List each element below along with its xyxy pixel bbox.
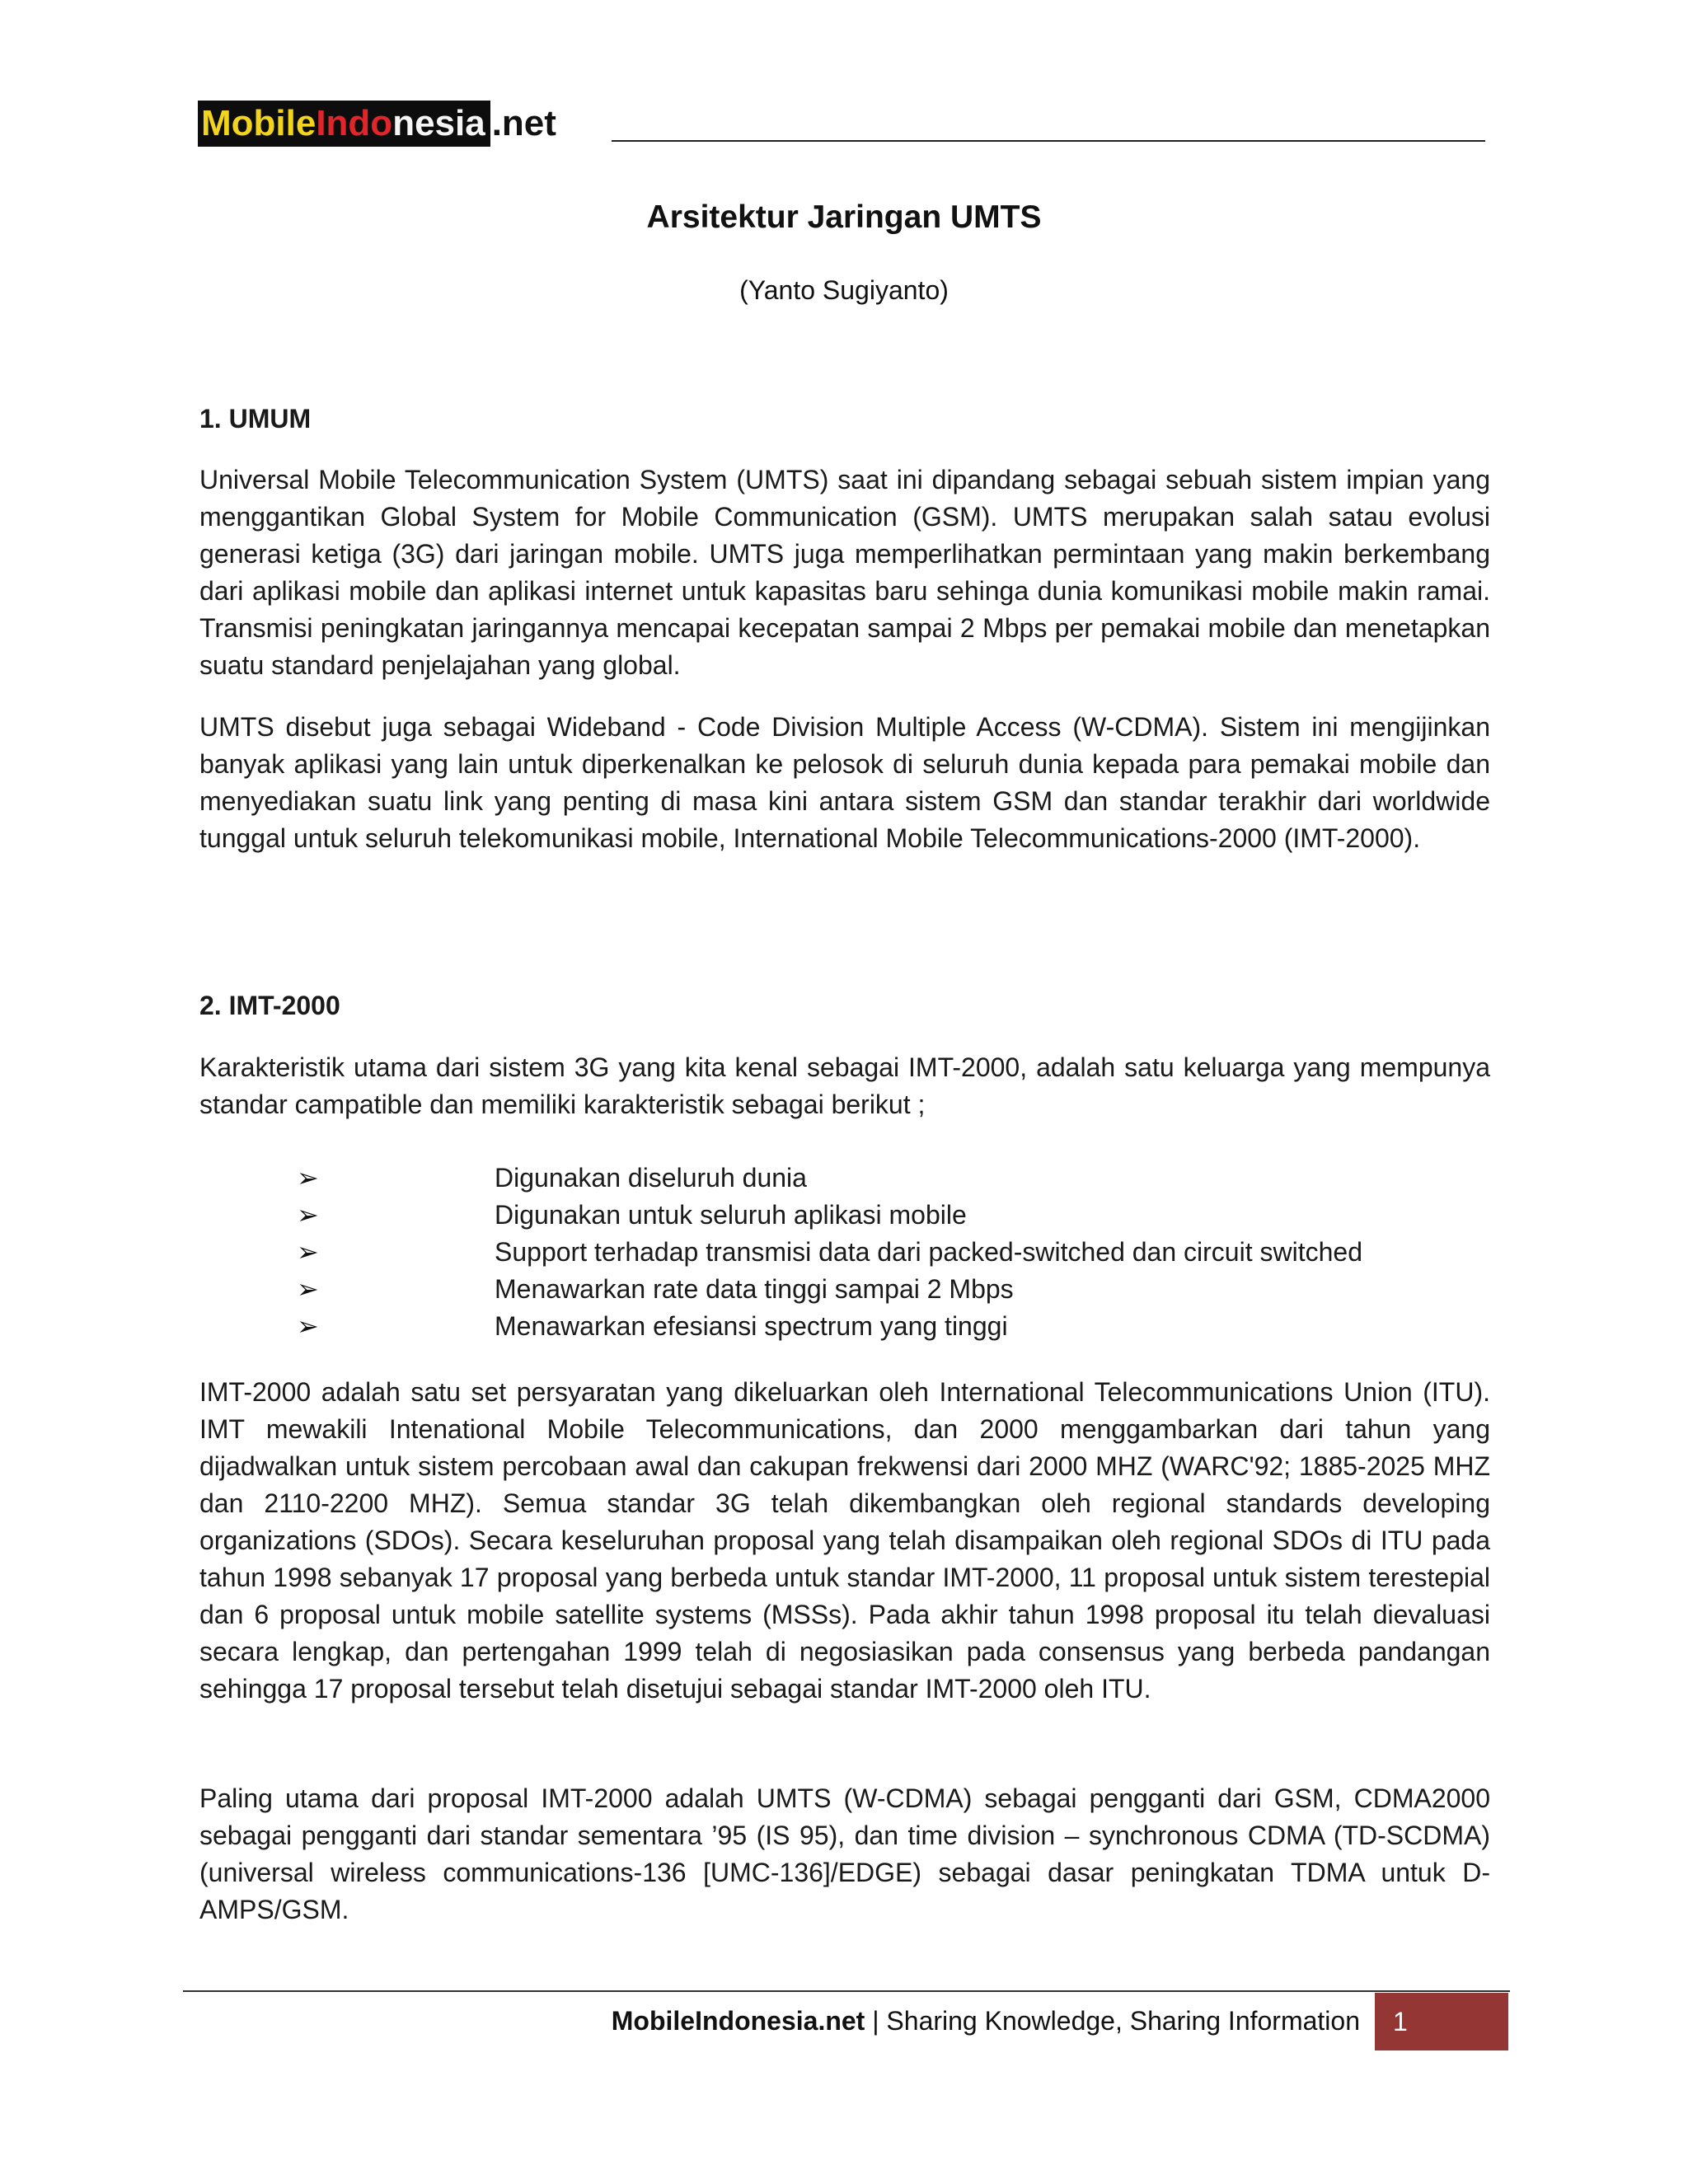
section2-intro xyxy=(199,1049,1490,1123)
list-item xyxy=(297,1308,1451,1345)
arrowhead-bullet-icon: ➢ xyxy=(297,1163,319,1193)
paragraph-text: Karakteristik utama dari sistem 3G yang kita kenal sebagai IMT-2000, adalah satu keluarga yang mempunya standar campatible dan memiliki karakteristik sebagai berikut ; xyxy=(199,1052,1490,1119)
paragraph-text: IMT-2000 adalah satu set persyaratan yang dikeluarkan oleh International Telecommunications Union (ITU). IMT mewakili Intenational Mobile Telecommunications, dan 2000 menggambarkan dari tahun yang dijadwalkan untuk sistem percobaan awal dan cakupan frekwensi dari 2000 MHZ (WARC'92; 1885-2025 MHZ dan 2110-2200 MHZ). Semua standar 3G telah dikembangkan oleh regional standards developing organizations (SDOs). Secara keseluruhan proposal yang telah disampaikan oleh regional SDOs di ITU pada tahun 1998 sebanyak 17 proposal yang berbeda untuk standar IMT-2000, 11 proposal untuk sistem terestерial dan 6 proposal untuk mobile satellite systems (MSSs). Pada akhir tahun 1998 proposal itu telah dievaluasi secara lengkap, dan pertengahan 1999 telah di negosiasikan pada consensus yang berbeda pandangan sehingga 17 proposal tersebut telah disetujui sebagai standar IMT-2000 oleh ITU. xyxy=(199,1377,1490,1704)
arrowhead-bullet-icon: ➢ xyxy=(297,1311,319,1341)
paragraph-text: Universal Mobile Telecommunication System (UMTS) saat ini dipandang sebagai sebuah sistem impian yang menggantikan Global System for Mobile Communication (GSM). UMTS merupakan salah satau evolusi generasi ketiga (3G) dari jaringan mobile. UMTS juga memperlihatkan permintaan yang makin berkembang dari aplikasi mobile dan aplikasi internet untuk kapasitas baru sehinga dunia komunikasi mobile makin ramai. Transmisi peningkatan jaringannya mencapai kecepatan sampai 2 Mbps per pemakai mobile dan menetapkan suatu standard penjelajahan yang global. xyxy=(199,465,1490,680)
logo-text-mobile: Mobile xyxy=(201,103,316,143)
logo-text-net: .net xyxy=(491,103,556,143)
footer-separator: | xyxy=(865,2006,887,2036)
characteristics-list xyxy=(297,1160,1451,1345)
list-item xyxy=(297,1160,1451,1197)
logo-text-nesia: nesia xyxy=(392,103,485,143)
list-item-text: Menawarkan rate data tinggi sampai 2 Mbps xyxy=(495,1274,1014,1304)
list-item xyxy=(297,1234,1451,1271)
section1-paragraph-1 xyxy=(199,462,1490,684)
arrowhead-bullet-icon: ➢ xyxy=(297,1274,319,1304)
list-item-text: Digunakan untuk seluruh aplikasi mobile xyxy=(495,1200,967,1230)
footer-tagline: Sharing Knowledge, Sharing Information xyxy=(886,2006,1360,2036)
footer-divider xyxy=(183,1990,1510,1992)
logo-text-indo: Indo xyxy=(316,103,393,143)
section-heading-umum: 1. UMUM xyxy=(199,404,312,434)
list-item xyxy=(297,1271,1451,1308)
document-title: Arsitektur Jaringan UMTS xyxy=(646,199,1042,235)
paragraph-text: Paling utama dari proposal IMT-2000 adalah UMTS (W-CDMA) sebagai pengganti dari GSM, CDMA2000 sebagai pengganti dari standar sementara ’95 (IS 95), dan time division – synchronous CDMA (TD-SCDMA) (universal wireless communications-136 [UMC-136]/EDGE) sebagai dasar peningkatan TDMA untuk D-AMPS/GSM. xyxy=(199,1783,1490,1924)
paragraph-text: UMTS disebut juga sebagai Wideband - Code Division Multiple Access (W-CDMA). Sistem ini mengijinkan banyak aplikasi yang lain untuk diperkenalkan ke pelosok di seluruh dunia kepada para pemakai mobile dan menyediakan suatu link yang penting di masa kini antara sistem GSM dan standar terakhir dari worldwide tunggal untuk seluruh telekomunikasi mobile, International Mobile Telecommunications-2000 (IMT-2000). xyxy=(199,712,1490,853)
list-item xyxy=(297,1197,1451,1234)
logo-box xyxy=(198,101,490,147)
page-number: 1 xyxy=(1375,1993,1508,2050)
list-item-text: Menawarkan efesiansi spectrum yang tinggi xyxy=(495,1311,1008,1341)
arrowhead-bullet-icon: ➢ xyxy=(297,1200,319,1230)
page-footer xyxy=(612,2003,1360,2040)
section-heading-imt2000: 2. IMT-2000 xyxy=(199,991,340,1020)
page-header xyxy=(198,97,556,147)
header-divider xyxy=(612,140,1485,142)
section2-paragraph-2 xyxy=(199,1780,1490,1929)
section1-paragraph-2 xyxy=(199,709,1490,857)
arrowhead-bullet-icon: ➢ xyxy=(297,1237,319,1267)
list-item-text: Digunakan diseluruh dunia xyxy=(495,1163,807,1193)
mobileindonesia-logo xyxy=(198,101,556,147)
section2-paragraph-1 xyxy=(199,1374,1490,1708)
footer-brand: MobileIndonesia.net xyxy=(611,2006,865,2036)
document-author: (Yanto Sugiyanto) xyxy=(739,275,949,305)
list-item-text: Support terhadap transmisi data dari packed-switched dan circuit switched xyxy=(495,1237,1362,1267)
